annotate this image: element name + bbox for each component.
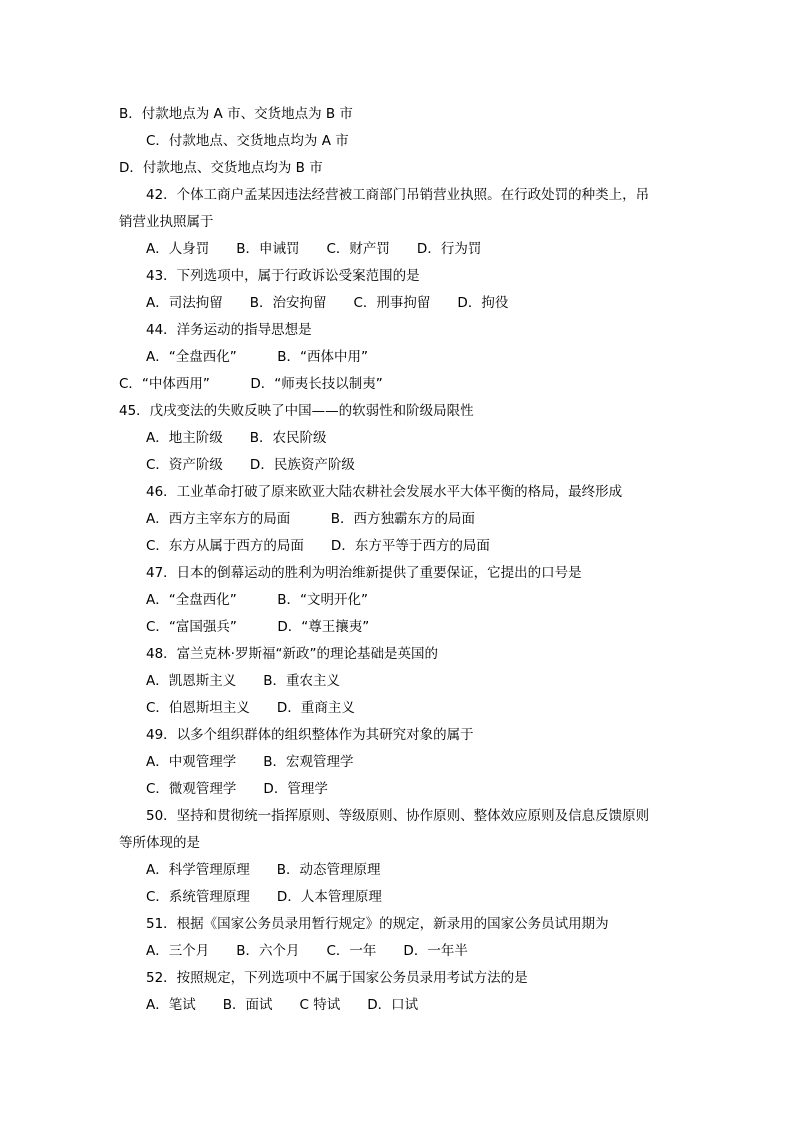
options-48-ab: A．凯恩斯主义 B．重农主义 [146,673,340,689]
options-45-ab: A．地主阶级 B．农民阶级 [146,430,327,446]
options-50-ab: A．科学管理原理 B．动态管理原理 [146,862,381,878]
options-50-cd: C．系统管理原理 D．人本管理原理 [146,889,382,905]
options-43: A．司法拘留 B．治安拘留 C．刑事拘留 D．拘役 [146,295,509,311]
question-50: 50．坚持和贯彻统一指挥原则、等级原则、协作原则、整体效应原则及信息反馈原则 [146,808,650,824]
option-41-d: D．付款地点、交货地点均为 B 市 [119,160,323,176]
options-46-cd: C．东方从属于西方的局面 D．东方平等于西方的局面 [146,538,490,554]
question-51: 51．根据《国家公务员录用暂行规定》的规定，新录用的国家公务员试用期为 [146,916,609,932]
options-47-cd: C．“富国强兵” D．“尊王攘夷” [146,619,370,635]
question-44: 44．洋务运动的指导思想是 [146,322,312,338]
options-44-ab: A．“全盘西化” B．“西体中用” [146,349,368,365]
question-50-continued: 等所体现的是 [119,835,200,851]
options-52: A．笔试 B．面试 C 特试 D．口试 [146,997,419,1013]
question-52: 52．按照规定，下列选项中不属于国家公务员录用考试方法的是 [146,970,528,986]
options-45-cd: C．资产阶级 D．民族资产阶级 [146,457,355,473]
options-42: A．人身罚 B．申诫罚 C．财产罚 D．行为罚 [146,241,482,257]
question-49: 49．以多个组织群体的组织整体作为其研究对象的属于 [146,727,474,743]
question-42-continued: 销营业执照属于 [119,214,214,230]
question-42: 42．个体工商户孟某因违法经营被工商部门吊销营业执照。在行政处罚的种类上，吊 [146,187,650,203]
options-47-ab: A．“全盘西化” B．“文明开化” [146,592,368,608]
question-46: 46．工业革命打破了原来欧亚大陆农耕社会发展水平大体平衡的格局，最终形成 [146,484,623,500]
options-49-cd: C．微观管理学 D．管理学 [146,781,328,797]
options-44-cd: C．“中体西用” D．“师夷长技以制夷” [119,376,383,392]
option-41-c: C．付款地点、交货地点均为 A 市 [146,133,349,149]
options-48-cd: C．伯恩斯坦主义 D．重商主义 [146,700,355,716]
question-45: 45．戊戌变法的失败反映了中国——的软弱性和阶级局限性 [119,403,474,419]
option-41-b: B．付款地点为 A 市、交货地点为 B 市 [119,106,353,122]
options-46-ab: A．西方主宰东方的局面 B．西方独霸东方的局面 [146,511,475,527]
question-43: 43．下列选项中，属于行政诉讼受案范围的是 [146,268,420,284]
question-48: 48．富兰克林·罗斯福“新政”的理论基础是英国的 [146,646,438,662]
question-47: 47．日本的倒幕运动的胜利为明治维新提供了重要保证，它提出的口号是 [146,565,582,581]
options-49-ab: A．中观管理学 B．宏观管理学 [146,754,354,770]
options-51: A．三个月 B．六个月 C．一年 D．一年半 [146,943,468,959]
